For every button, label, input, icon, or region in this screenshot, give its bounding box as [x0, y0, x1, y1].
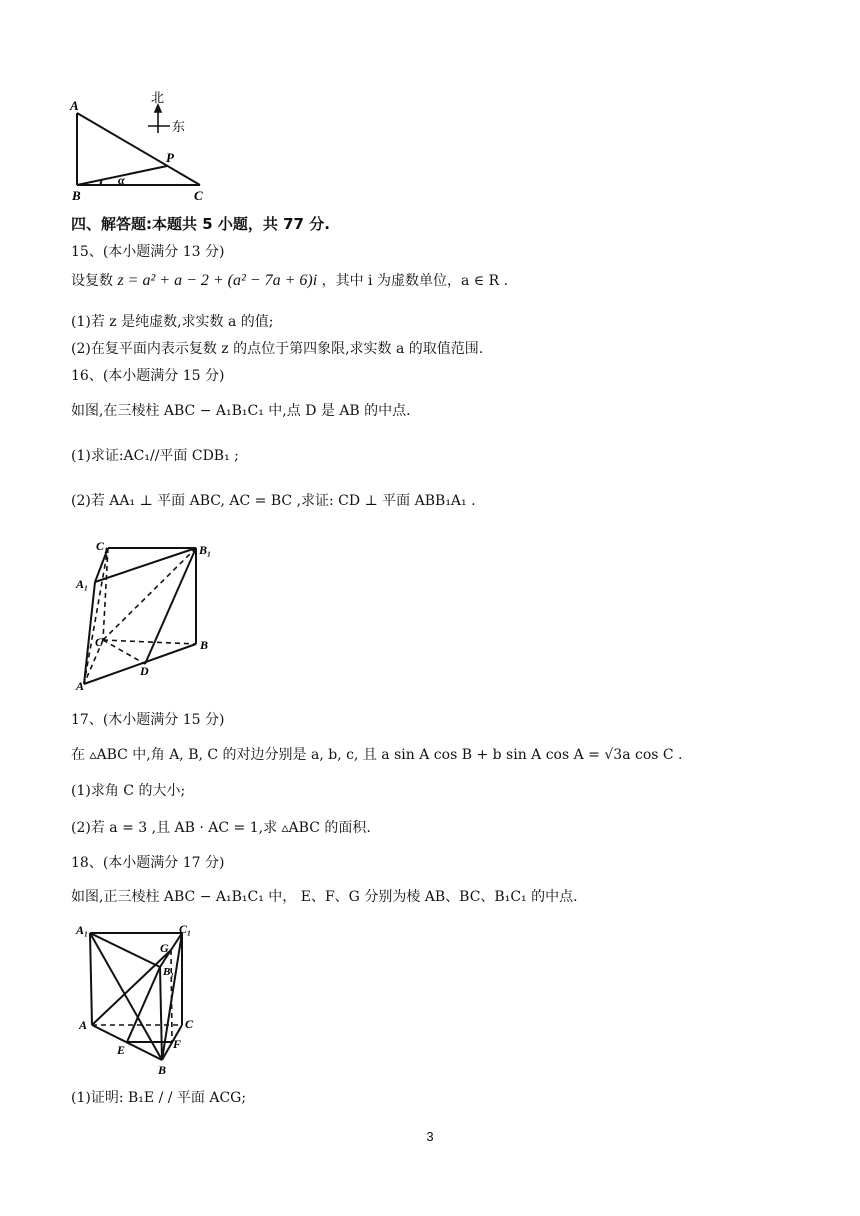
q18-stem: 如图,正三棱柱 ABC − A₁B₁C₁ 中， E、F、G 分别为棱 AB、BC、B₁C₁ 的中点.	[71, 889, 578, 905]
label-C: C	[194, 188, 203, 203]
figure-prism-q18	[72, 920, 212, 1075]
figure-triangle-bearing	[60, 88, 220, 208]
section-4-title: 四、解答题:本题共 5 小题，共 77 分.	[71, 215, 330, 233]
label-E: E	[117, 1043, 126, 1057]
figure-prism-q16	[68, 538, 218, 693]
label-C1: C₁	[96, 539, 109, 553]
q15-stem-post: ，其中 i 为虚数单位，a ∈ R .	[321, 273, 509, 289]
q16-part1: (1)求证:AC₁//平面 CDB₁ ;	[71, 448, 239, 464]
q15-part1: (1)若 z 是纯虚数,求实数 a 的值;	[71, 314, 274, 330]
label-G: G	[160, 941, 169, 955]
label-north: 北	[151, 91, 165, 106]
label-C1: C₁	[179, 922, 192, 936]
label-C: C	[95, 635, 104, 649]
q16-header: 16、(本小题满分 15 分)	[71, 368, 225, 384]
label-F: F	[173, 1037, 182, 1051]
label-B: B	[158, 1063, 167, 1075]
q15-header: 15、(本小题满分 13 分)	[71, 244, 225, 260]
q17-part1: (1)求角 C 的大小;	[71, 783, 186, 799]
label-A: A	[70, 98, 79, 113]
q15-stem	[71, 270, 508, 290]
label-A: A	[76, 679, 85, 693]
label-P: P	[166, 150, 174, 165]
q16-part2: (2)若 AA₁ ⊥ 平面 ABC, AC = BC ,求证: CD ⊥ 平面 ABB₁A₁ .	[71, 493, 476, 509]
q17-header: 17、(木小题满分 15 分)	[71, 712, 225, 728]
label-A: A	[79, 1018, 88, 1032]
label-B1: B₁	[163, 966, 175, 978]
q16-stem: 如图,在三棱柱 ABC − A₁B₁C₁ 中,点 D 是 AB 的中点.	[71, 403, 411, 419]
label-C: C	[185, 1017, 194, 1031]
label-east: 东	[172, 120, 186, 135]
label-B: B	[72, 188, 81, 203]
q15-part2: (2)在复平面内表示复数 z 的点位于第四象限,求实数 a 的取值范围.	[71, 341, 484, 357]
label-D: D	[140, 664, 149, 678]
label-A1: A₁	[76, 923, 89, 937]
label-B: B	[200, 638, 209, 652]
label-A1: A₁	[76, 577, 89, 591]
q15-stem-formula: z = a² + a − 2 + (a² − 7a + 6)i	[117, 272, 318, 289]
label-alpha: α	[118, 173, 125, 187]
q17-stem: 在 ▵ABC 中,角 A, B, C 的对边分别是 a, b, c, 且 a sin A cos B + b sin A cos A = √3a cos C .	[71, 747, 683, 763]
label-B1: B₁	[199, 543, 212, 557]
q17-part2: (2)若 a = 3 ,且 AB · AC = 1,求 ▵ABC 的面积.	[71, 820, 371, 836]
q15-stem-pre: 设复数	[71, 273, 113, 289]
q18-header: 18、(本小题满分 17 分)	[71, 855, 225, 871]
page-number: 3	[426, 1129, 434, 1144]
q18-part1: (1)证明: B₁E / / 平面 ACG;	[71, 1090, 247, 1106]
